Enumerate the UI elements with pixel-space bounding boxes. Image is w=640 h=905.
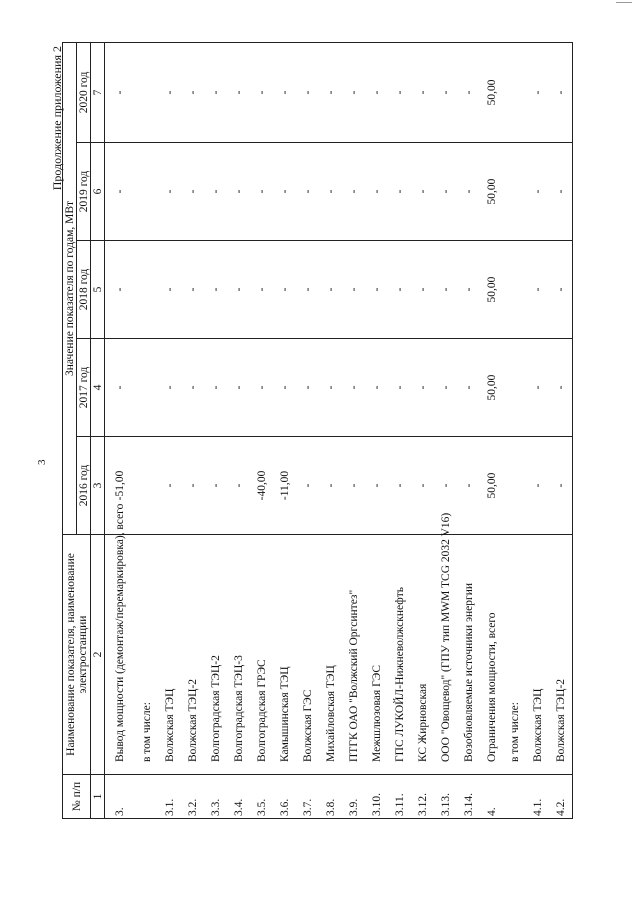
row-name: Камышинская ТЭЦ xyxy=(273,535,296,775)
row-value: - xyxy=(388,42,411,142)
row-value: - xyxy=(273,339,296,437)
row-value: - xyxy=(204,143,227,241)
row-value xyxy=(503,42,526,142)
row-value: - xyxy=(411,339,434,437)
row-value: - xyxy=(365,143,388,241)
table-row xyxy=(181,42,204,818)
row-number: 3.2. xyxy=(181,775,204,819)
column-number: 6 xyxy=(91,143,105,241)
row-value: - xyxy=(342,437,365,535)
header-name: Наименование показателя, наименование электростанции xyxy=(63,535,91,775)
row-value: - xyxy=(204,437,227,535)
row-value xyxy=(503,437,526,535)
row-name: ГПС ЛУКОЙЛ-Нижневолжскнефть xyxy=(388,535,411,775)
row-name: ООО "Овощевод" (ГПУ тип MWM TCG 2032 V16) xyxy=(434,535,457,775)
row-name: Волжская ТЭЦ xyxy=(158,535,181,775)
row-value: - xyxy=(319,437,342,535)
row-name: Вывод мощности (демонтаж/перемаркировка), всего xyxy=(105,535,136,775)
row-number: 3.13. xyxy=(434,775,457,819)
table-row xyxy=(158,42,181,818)
row-value: - xyxy=(105,42,136,142)
row-value: - xyxy=(250,339,273,437)
row-value: - xyxy=(411,42,434,142)
row-number: 3.11. xyxy=(388,775,411,819)
row-value: - xyxy=(181,437,204,535)
row-number: 3. xyxy=(105,775,136,819)
row-value: - xyxy=(342,42,365,142)
table-row xyxy=(388,42,411,818)
table-row xyxy=(227,42,250,818)
row-value: - xyxy=(204,42,227,142)
row-value: - xyxy=(319,42,342,142)
row-value xyxy=(503,241,526,339)
row-name: в том числе: xyxy=(135,535,158,775)
row-value: - xyxy=(549,143,573,241)
row-number: 4.1. xyxy=(526,775,549,819)
row-value: - xyxy=(434,241,457,339)
row-value: - xyxy=(526,339,549,437)
row-value: - xyxy=(526,42,549,142)
row-value xyxy=(135,437,158,535)
row-value: - xyxy=(105,241,136,339)
row-value: 50,00 xyxy=(480,143,503,241)
row-value: - xyxy=(457,339,480,437)
row-value xyxy=(135,42,158,142)
row-number xyxy=(135,775,158,819)
row-value: - xyxy=(250,241,273,339)
row-value: - xyxy=(250,42,273,142)
row-value xyxy=(503,143,526,241)
row-value: - xyxy=(296,143,319,241)
row-value: - xyxy=(105,339,136,437)
row-name: Волгоградская ГРЭС xyxy=(250,535,273,775)
row-value: - xyxy=(273,42,296,142)
row-value: 50,00 xyxy=(480,339,503,437)
row-value: - xyxy=(549,339,573,437)
row-value xyxy=(135,339,158,437)
row-value: - xyxy=(388,143,411,241)
row-value: - xyxy=(158,143,181,241)
row-value: - xyxy=(388,437,411,535)
row-value: - xyxy=(204,339,227,437)
row-value: - xyxy=(250,143,273,241)
row-value: - xyxy=(342,241,365,339)
row-number: 3.10. xyxy=(365,775,388,819)
row-value: - xyxy=(227,241,250,339)
row-value: - xyxy=(158,339,181,437)
row-number: 3.12. xyxy=(411,775,434,819)
row-value: - xyxy=(526,143,549,241)
table-row xyxy=(105,42,136,818)
row-value: - xyxy=(158,42,181,142)
column-number: 5 xyxy=(91,241,105,339)
row-value: - xyxy=(365,437,388,535)
header-year: 2018 год xyxy=(77,241,91,339)
row-value: - xyxy=(526,241,549,339)
row-value: - xyxy=(549,437,573,535)
row-value: - xyxy=(434,143,457,241)
header-year: 2016 год xyxy=(77,437,91,535)
row-value: 50,00 xyxy=(480,241,503,339)
row-value: 50,00 xyxy=(480,42,503,142)
table-row xyxy=(549,42,573,818)
row-value: - xyxy=(227,143,250,241)
row-value: - xyxy=(434,42,457,142)
column-number: 4 xyxy=(91,339,105,437)
row-value: - xyxy=(434,437,457,535)
table-row xyxy=(319,42,342,818)
row-value: - xyxy=(296,339,319,437)
row-value: - xyxy=(158,241,181,339)
row-value: - xyxy=(411,241,434,339)
table-row xyxy=(365,42,388,818)
row-value: - xyxy=(227,437,250,535)
table-row xyxy=(342,42,365,818)
row-value: - xyxy=(273,143,296,241)
row-number: 3.9. xyxy=(342,775,365,819)
row-value: - xyxy=(434,339,457,437)
row-value: - xyxy=(273,241,296,339)
row-number xyxy=(503,775,526,819)
row-value: - xyxy=(296,42,319,142)
row-value: - xyxy=(319,241,342,339)
header-num: № п/п xyxy=(63,775,91,819)
row-value: - xyxy=(158,437,181,535)
column-number: 7 xyxy=(91,42,105,142)
row-name: Межшлюзовая ГЭС xyxy=(365,535,388,775)
row-name: Волжская ТЭЦ-2 xyxy=(549,535,573,775)
row-value: -40,00 xyxy=(250,437,273,535)
table-row xyxy=(250,42,273,818)
row-value: 50,00 xyxy=(480,437,503,535)
row-number: 3.3. xyxy=(204,775,227,819)
table-body xyxy=(105,42,573,818)
row-value: - xyxy=(181,143,204,241)
table-row xyxy=(296,42,319,818)
row-name: Волжская ТЭЦ-2 xyxy=(181,535,204,775)
page-number: 3 xyxy=(36,459,48,465)
table-row xyxy=(411,42,434,818)
row-name: Волжская ТЭЦ xyxy=(526,535,549,775)
row-number: 3.5. xyxy=(250,775,273,819)
header-year: 2020 год xyxy=(77,42,91,142)
row-value: - xyxy=(342,339,365,437)
row-value: - xyxy=(457,241,480,339)
row-name: КС Жирновская xyxy=(411,535,434,775)
row-number: 3.6. xyxy=(273,775,296,819)
row-name: Возобновляемые источники энергии xyxy=(457,535,480,775)
row-name: в том числе: xyxy=(503,535,526,775)
header-group: Значение показателя по годам, МВт xyxy=(63,42,77,534)
row-value: - xyxy=(388,339,411,437)
table-row xyxy=(135,42,158,818)
row-value: - xyxy=(526,437,549,535)
row-number: 4. xyxy=(480,775,503,819)
row-value: - xyxy=(365,339,388,437)
row-value: - xyxy=(457,437,480,535)
row-value: - xyxy=(296,437,319,535)
row-value: - xyxy=(549,241,573,339)
table-row xyxy=(503,42,526,818)
row-number: 4.2. xyxy=(549,775,573,819)
row-value: - xyxy=(204,241,227,339)
row-value: -11,00 xyxy=(273,437,296,535)
row-name: Волгоградская ТЭЦ-3 xyxy=(227,535,250,775)
row-value: - xyxy=(411,437,434,535)
table-row xyxy=(434,42,457,818)
row-value: - xyxy=(457,42,480,142)
column-number: 3 xyxy=(91,437,105,535)
table-row xyxy=(204,42,227,818)
row-name: Ограничения мощности, всего xyxy=(480,535,503,775)
header-year: 2017 год xyxy=(77,339,91,437)
row-value xyxy=(135,143,158,241)
table-row xyxy=(526,42,549,818)
row-name: ПТГК ОАО "Волжский Оргсинтез" xyxy=(342,535,365,775)
row-value: - xyxy=(319,339,342,437)
row-value: - xyxy=(342,143,365,241)
row-number: 3.1. xyxy=(158,775,181,819)
table-row xyxy=(273,42,296,818)
row-value: -51,00 xyxy=(105,437,136,535)
row-value: - xyxy=(227,42,250,142)
row-value: - xyxy=(181,42,204,142)
table-row xyxy=(480,42,503,818)
column-number: 1 xyxy=(91,775,105,819)
row-value: - xyxy=(181,339,204,437)
row-value: - xyxy=(457,143,480,241)
row-value: - xyxy=(227,339,250,437)
row-number: 3.8. xyxy=(319,775,342,819)
row-value: - xyxy=(411,143,434,241)
row-number: 3.14. xyxy=(457,775,480,819)
row-number: 3.7. xyxy=(296,775,319,819)
row-value: - xyxy=(549,42,573,142)
row-value: - xyxy=(365,42,388,142)
row-number: 3.4. xyxy=(227,775,250,819)
row-name: Михайловская ТЭЦ xyxy=(319,535,342,775)
row-value xyxy=(503,339,526,437)
capacity-table xyxy=(62,42,573,819)
table-row xyxy=(457,42,480,818)
continuation-label: Продолжение приложения 2 xyxy=(50,46,64,191)
row-value: - xyxy=(388,241,411,339)
row-value: - xyxy=(296,241,319,339)
row-value: - xyxy=(105,143,136,241)
header-year: 2019 год xyxy=(77,143,91,241)
row-value xyxy=(135,241,158,339)
row-value: - xyxy=(181,241,204,339)
row-name: Волгоградская ТЭЦ-2 xyxy=(204,535,227,775)
row-name: Волжская ГЭС xyxy=(296,535,319,775)
row-value: - xyxy=(365,241,388,339)
row-value: - xyxy=(319,143,342,241)
column-number: 2 xyxy=(91,535,105,775)
